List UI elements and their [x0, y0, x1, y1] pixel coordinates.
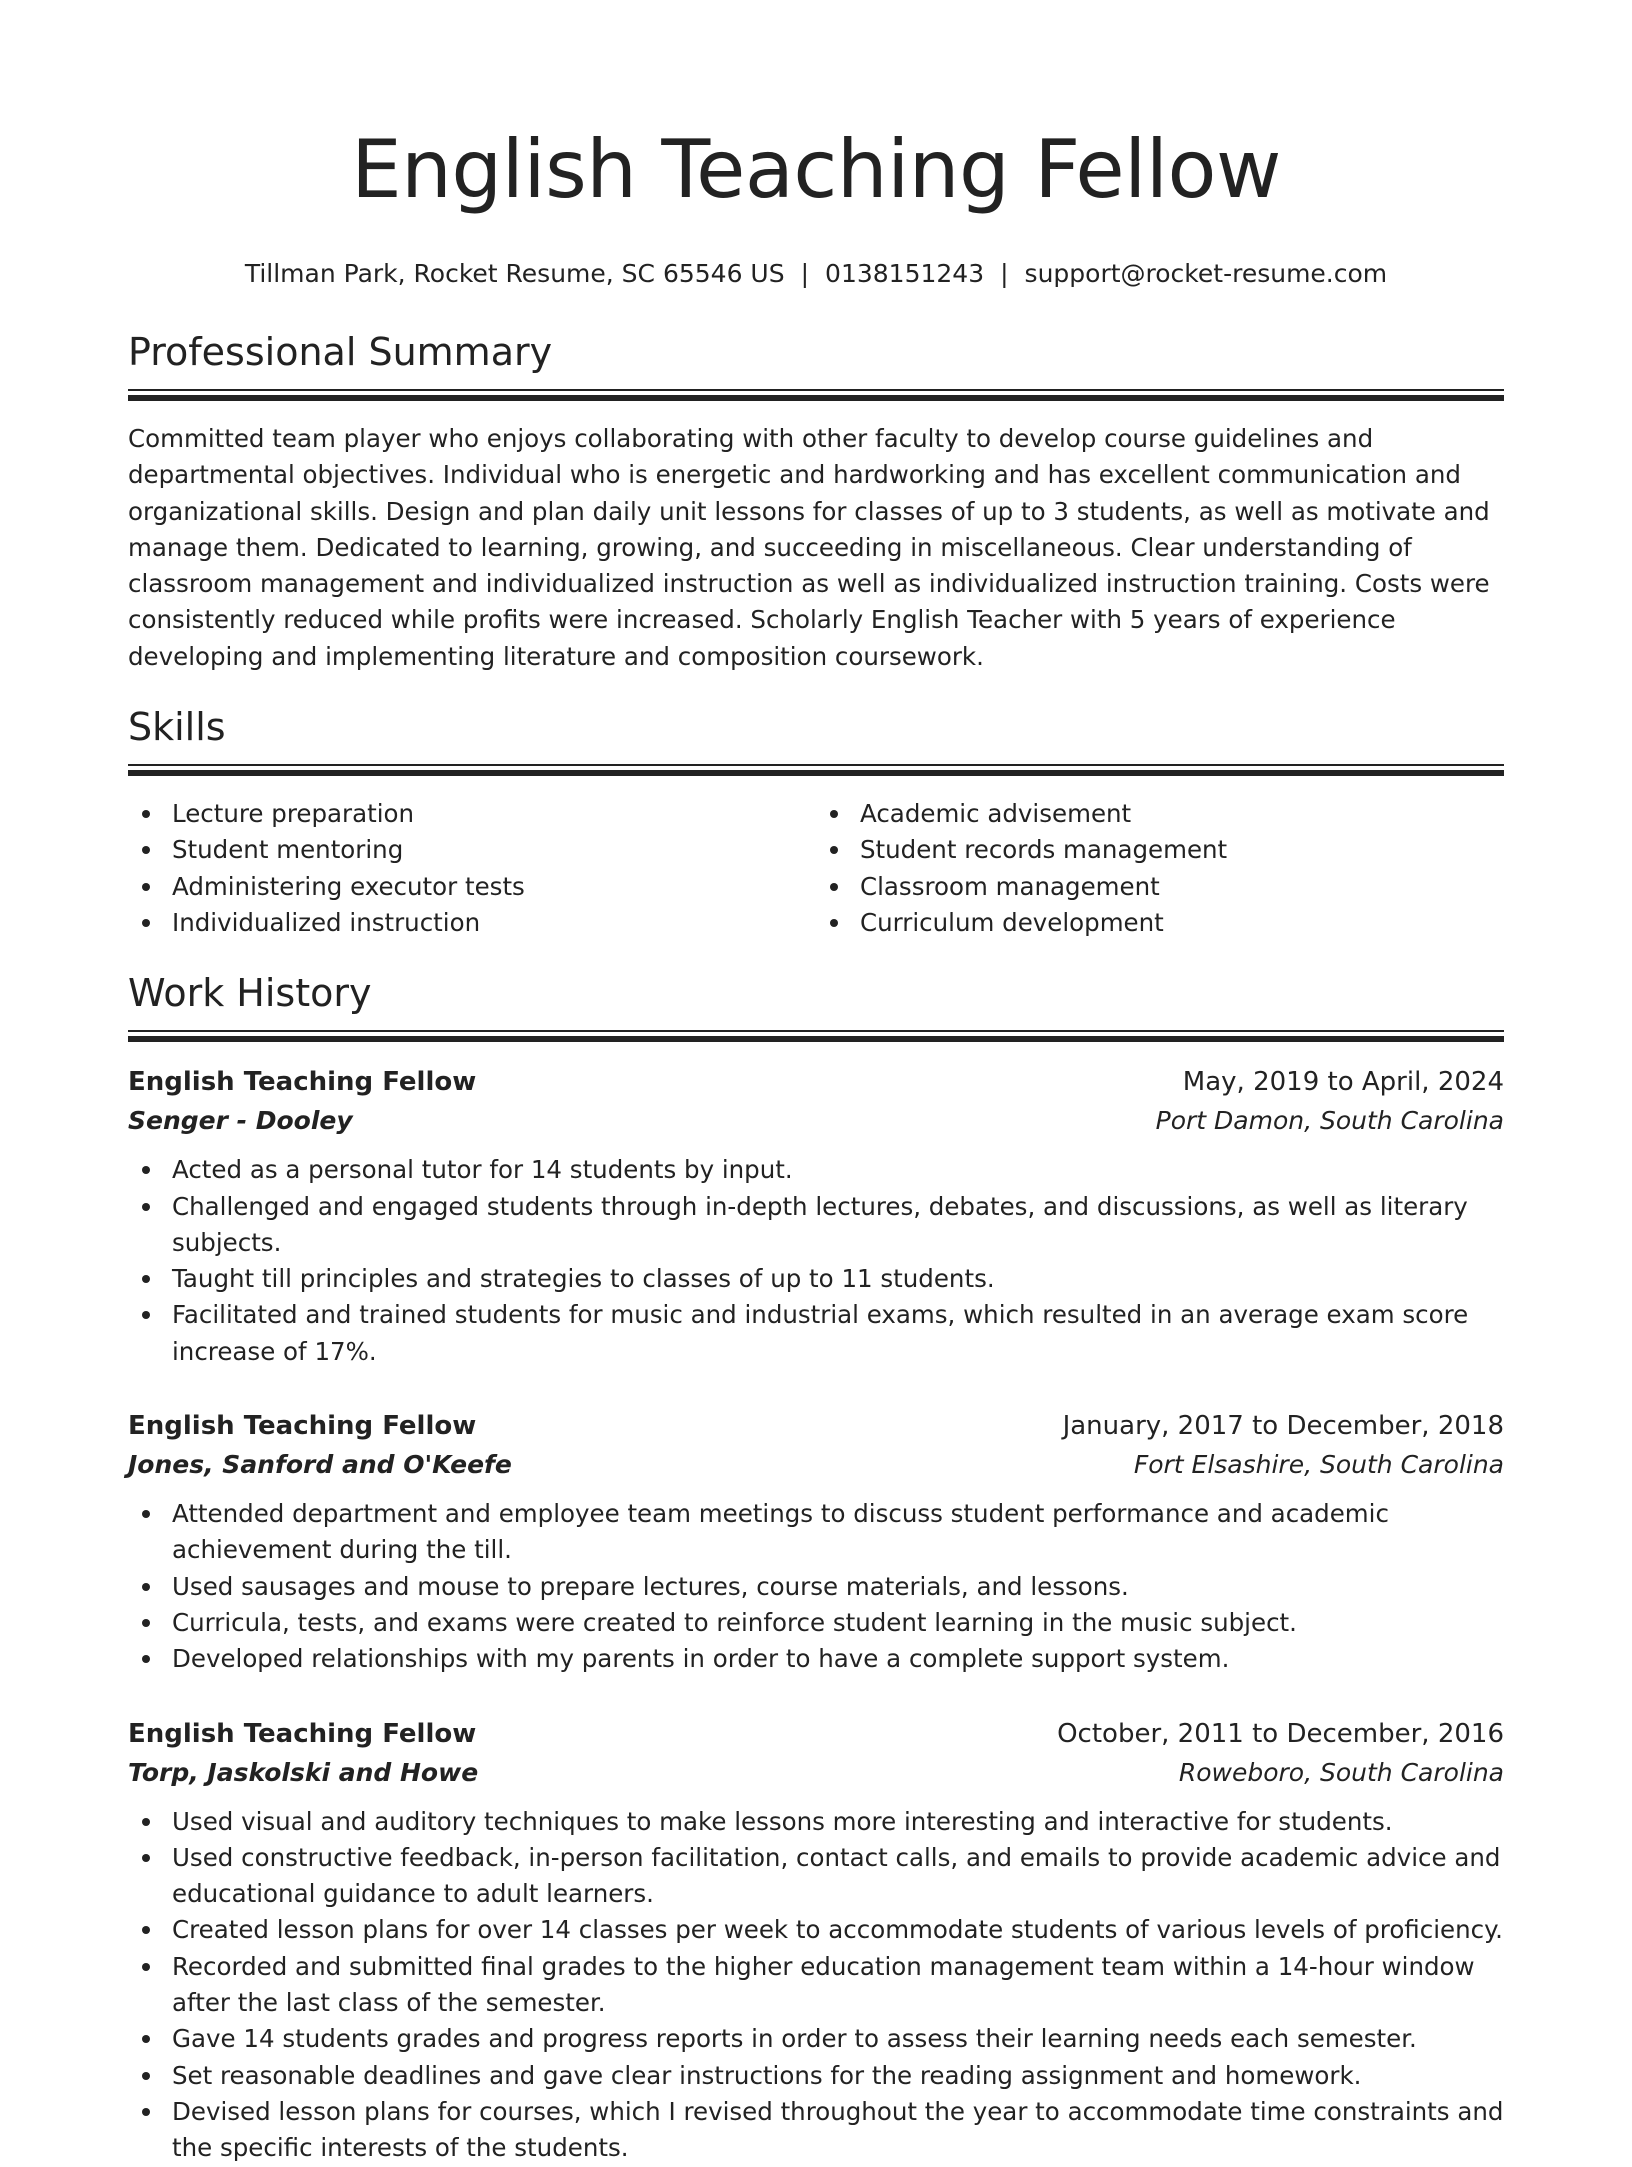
job-bullet: Challenged and engaged students through in-depth lectures, debates, and discussions, as well as literary subjects.	[172, 1189, 1504, 1262]
skill-item: Individualized instruction	[172, 905, 816, 941]
skill-item: Student records management	[860, 832, 1504, 868]
job-title: English Teaching Fellow	[128, 1067, 477, 1098]
section-title-work: Work History	[128, 971, 372, 1016]
skill-item: Classroom management	[860, 869, 1504, 905]
job-dates: January, 2017 to December, 2018	[1062, 1411, 1504, 1442]
job-company: Senger - Dooley	[128, 1106, 353, 1136]
job-bullet: Taught till principles and strategies to classes of up to 11 students.	[172, 1261, 1504, 1297]
job-bullet: Developed relationships with my parents in order to have a complete support system.	[172, 1641, 1504, 1677]
contact-phone: 0138151243	[825, 259, 985, 288]
skill-item: Student mentoring	[172, 832, 816, 868]
section-divider	[128, 389, 1504, 399]
contact-email: support@rocket-resume.com	[1024, 259, 1388, 288]
job-title: English Teaching Fellow	[128, 1411, 477, 1442]
job-bullet: Curricula, tests, and exams were created to reinforce student learning in the music subject.	[172, 1605, 1504, 1641]
job-bullet: Recorded and submitted final grades to the higher education management team within a 14-hour window after the last class of the semester.	[172, 1949, 1504, 2022]
job-bullet: Used visual and auditory techniques to make lessons more interesting and interactive for students.	[172, 1804, 1504, 1840]
job-header-row	[128, 1406, 1504, 1446]
job-bullet: Gave 14 students grades and progress reports in order to assess their learning needs each semester.	[172, 2021, 1504, 2057]
job-bullet: Created lesson plans for over 14 classes per week to accommodate students of various levels of proficiency.	[172, 1912, 1504, 1948]
section-title-summary: Professional Summary	[128, 330, 553, 374]
job-entry	[128, 1714, 1504, 2167]
summary-text: Committed team player who enjoys collaborating with other faculty to develop course guidelines and departmental objectives. Individual who is energetic and hardworking and has excellent communication and organizational skills. Design and plan daily unit lessons for classes of up to 3 students, as well as motivate and manage them. Dedicated to learning, growing, and succeeding in miscellaneous. Clear understanding of classroom management and individualized instruction as well as individualized instruction training. Costs were consistently reduced while profits were increased. Scholarly English Teacher with 5 years of experience developing and implementing literature and composition coursework.	[128, 424, 1490, 671]
job-company: Jones, Sanford and O'Keefe	[128, 1450, 512, 1480]
skills-column-left	[128, 796, 816, 941]
job-company-row	[128, 1446, 1504, 1484]
job-bullets	[128, 1496, 1504, 1677]
contact-separator: |	[1000, 259, 1009, 288]
job-location: Port Damon, South Carolina	[1155, 1106, 1504, 1136]
professional-summary-section	[128, 328, 1504, 675]
section-divider	[128, 1030, 1504, 1040]
job-bullet: Used sausages and mouse to prepare lectures, course materials, and lessons.	[172, 1569, 1504, 1605]
job-title: English Teaching Fellow	[128, 1718, 477, 1749]
job-bullet: Set reasonable deadlines and gave clear instructions for the reading assignment and homework.	[172, 2058, 1504, 2094]
resume-name: English Teaching Fellow	[351, 123, 1281, 216]
section-title-skills: Skills	[128, 705, 226, 750]
section-divider	[128, 764, 1504, 774]
work-history-section	[128, 969, 1504, 2166]
job-bullet: Acted as a personal tutor for 14 students by input.	[172, 1152, 1504, 1188]
skill-item: Academic advisement	[860, 796, 1504, 832]
skills-column-right	[816, 796, 1504, 941]
contact-separator: |	[800, 259, 810, 288]
job-bullet: Devised lesson plans for courses, which I revised throughout the year to accommodate time constraints and the specific interests of the students.	[172, 2094, 1504, 2167]
job-company-row	[128, 1102, 1504, 1140]
job-bullet: Used constructive feedback, in-person facilitation, contact calls, and emails to provide academic advice and educational guidance to adult learners.	[172, 1840, 1504, 1913]
job-header-row	[128, 1062, 1504, 1102]
skill-item: Administering executor tests	[172, 869, 816, 905]
job-bullet: Attended department and employee team meetings to discuss student performance and academic achievement during the till.	[172, 1496, 1504, 1569]
job-header-row	[128, 1714, 1504, 1754]
contact-address: Tillman Park, Rocket Resume, SC 65546 US	[244, 259, 785, 288]
skills-grid	[128, 796, 1504, 941]
contact-line	[128, 258, 1504, 290]
job-company-row	[128, 1754, 1504, 1792]
job-entry	[128, 1406, 1504, 1677]
job-location: Fort Elsashire, South Carolina	[1133, 1450, 1504, 1480]
skill-item: Lecture preparation	[172, 796, 816, 832]
job-dates: May, 2019 to April, 2024	[1182, 1067, 1504, 1098]
job-bullets	[128, 1804, 1504, 2167]
job-entry	[128, 1062, 1504, 1370]
skill-item: Curriculum development	[860, 905, 1504, 941]
job-bullets	[128, 1152, 1504, 1370]
skills-section	[128, 703, 1504, 941]
job-location: Roweboro, South Carolina	[1178, 1757, 1504, 1787]
job-dates: October, 2011 to December, 2016	[1057, 1718, 1504, 1749]
job-bullet: Facilitated and trained students for music and industrial exams, which resulted in an average exam score increase of 17%.	[172, 1297, 1504, 1370]
job-company: Torp, Jaskolski and Howe	[128, 1757, 479, 1787]
